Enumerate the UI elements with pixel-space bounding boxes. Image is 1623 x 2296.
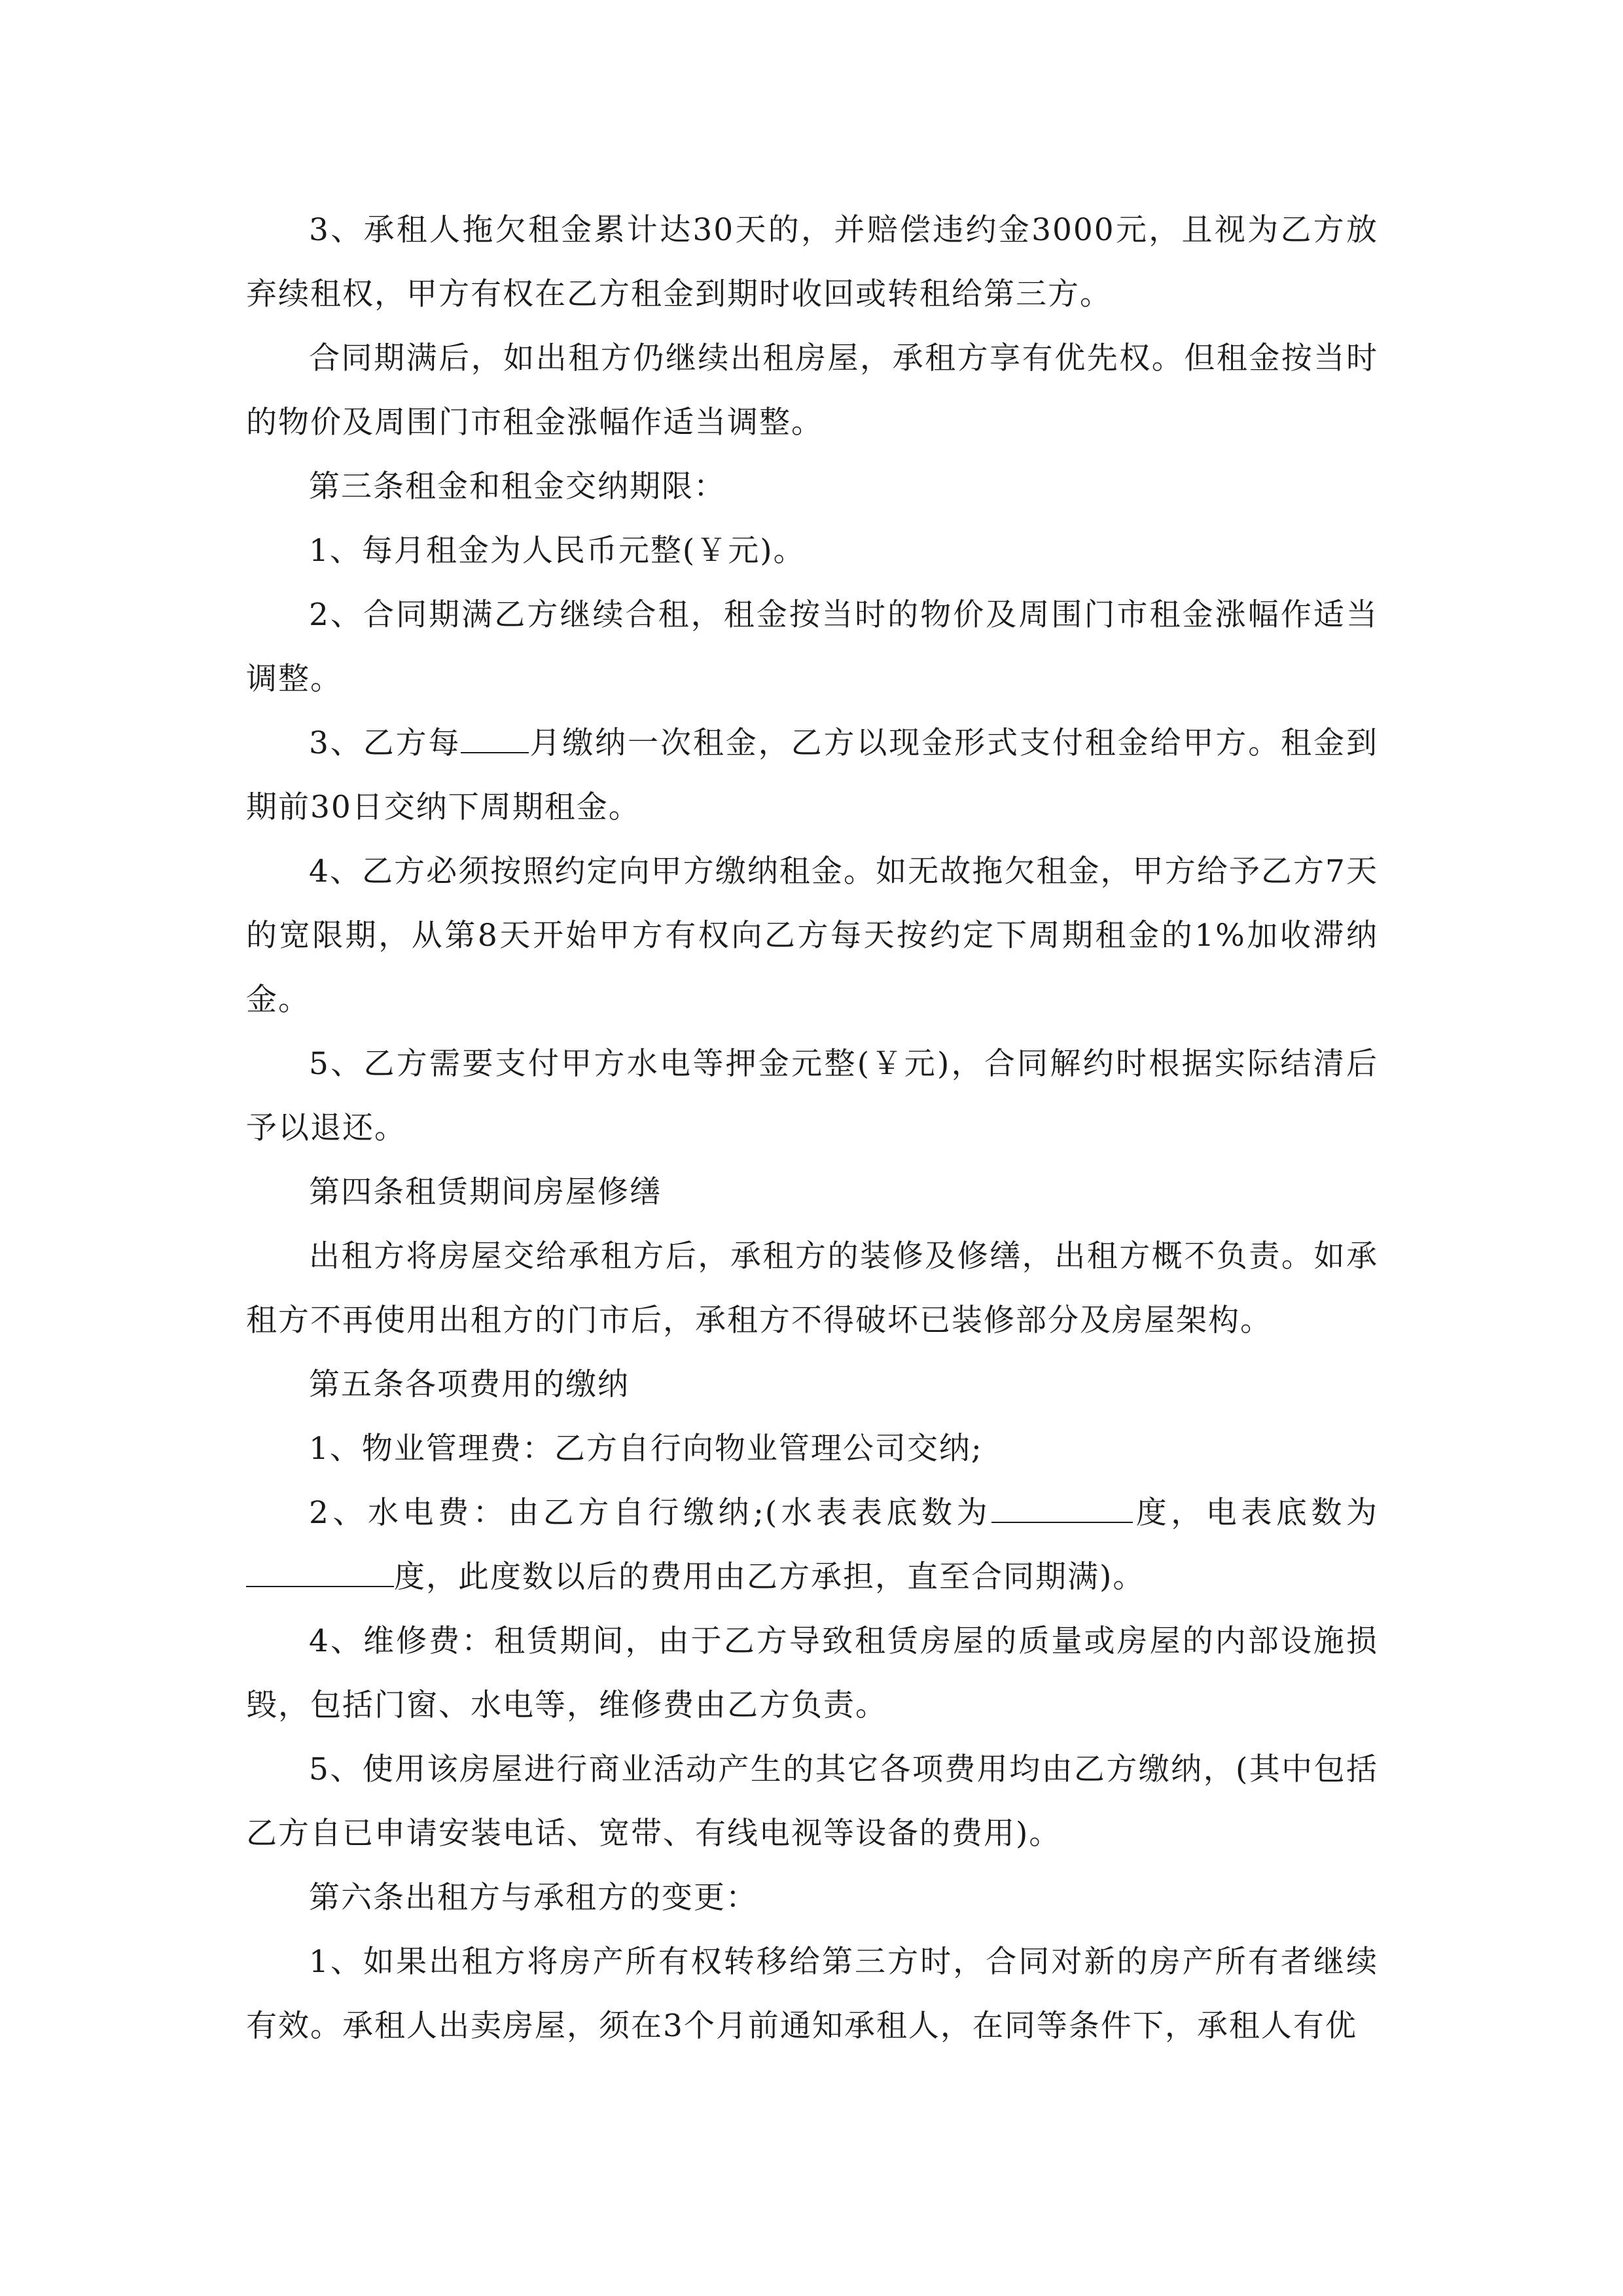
article-3-heading: 第三条租金和租金交纳期限： — [309, 469, 726, 505]
fee-item-1: 1、物业管理费：乙方自行向物业管理公司交纳; — [309, 1431, 983, 1467]
months-blank — [461, 726, 529, 753]
fee-item-4: 4、维修费：租赁期间，由于乙方导致租赁房屋的质量或房屋的内部设施损毁，包括门窗、水电等，维修费由乙方负责。 — [246, 1623, 1378, 1723]
rent-item-1: 1、每月租金为人民币元整(￥元)。 — [309, 533, 806, 569]
clause-3-arrears: 3、承租人拖欠租金累计达30天的，并赔偿违约金3000元，且视为乙方放弃续租权，甲方有权在乙方租金到期时收回或转租给第三方。 — [246, 212, 1378, 312]
renewal-priority-paragraph: 合同期满后，如出租方仍继续出租房屋，承租方享有优先权。但租金按当时的物价及周围门市租金涨幅作适当调整。 — [246, 340, 1378, 440]
article-4-heading: 第四条租赁期间房屋修缮 — [309, 1174, 662, 1210]
rent-item-2: 2、合同期满乙方继续合租，租金按当时的物价及周围门市租金涨幅作适当调整。 — [246, 597, 1378, 697]
water-meter-blank — [991, 1496, 1133, 1523]
fee-item-2 — [246, 1481, 1378, 1609]
change-item-1: 1、如果出租方将房产所有权转移给第三方时，合同对新的房产所有者继续有效。承租人出卖房屋，须在3个月前通知承租人，在同等条件下，承租人有优 — [246, 1944, 1378, 2044]
article-5-heading: 第五条各项费用的缴纳 — [309, 1367, 630, 1403]
rent-item-3 — [246, 711, 1378, 840]
document-body — [246, 198, 1378, 2058]
repair-paragraph: 出租方将房屋交给承租方后，承租方的装修及修缮，出租方概不负责。如承租方不再使用出租方的门市后，承租方不得破坏已装修部分及房屋架构。 — [246, 1238, 1378, 1338]
rent-item-5: 5、乙方需要支付甲方水电等押金元整(￥元)，合同解约时根据实际结清后予以退还。 — [246, 1046, 1378, 1146]
fee-item-2-part2: 度，电表底数为 — [1133, 1495, 1379, 1531]
rent-item-3-text-after: 月缴纳一次租金，乙方以现金形式支付租金给甲方。租金到期前30日交纳下周期租金。 — [246, 725, 1378, 825]
fee-item-2-part3: 度，此度数以后的费用由乙方承担，直至合同期满)。 — [394, 1559, 1145, 1595]
fee-item-2-part1: 2、水电费：由乙方自行缴纳;(水表表底数为 — [309, 1495, 992, 1531]
article-6-heading: 第六条出租方与承租方的变更： — [309, 1880, 758, 1916]
electric-meter-blank — [246, 1560, 394, 1587]
fee-item-5: 5、使用该房屋进行商业活动产生的其它各项费用均由乙方缴纳，(其中包括乙方自已申请安装电话、宽带、有线电视等设备的费用)。 — [246, 1751, 1378, 1852]
rent-item-4: 4、乙方必须按照约定向甲方缴纳租金。如无故拖欠租金，甲方给予乙方7天的宽限期，从第8天开始甲方有权向乙方每天按约定下周期租金的1%加收滞纳金。 — [246, 853, 1378, 1018]
rent-item-3-text-before: 3、乙方每 — [309, 725, 461, 761]
